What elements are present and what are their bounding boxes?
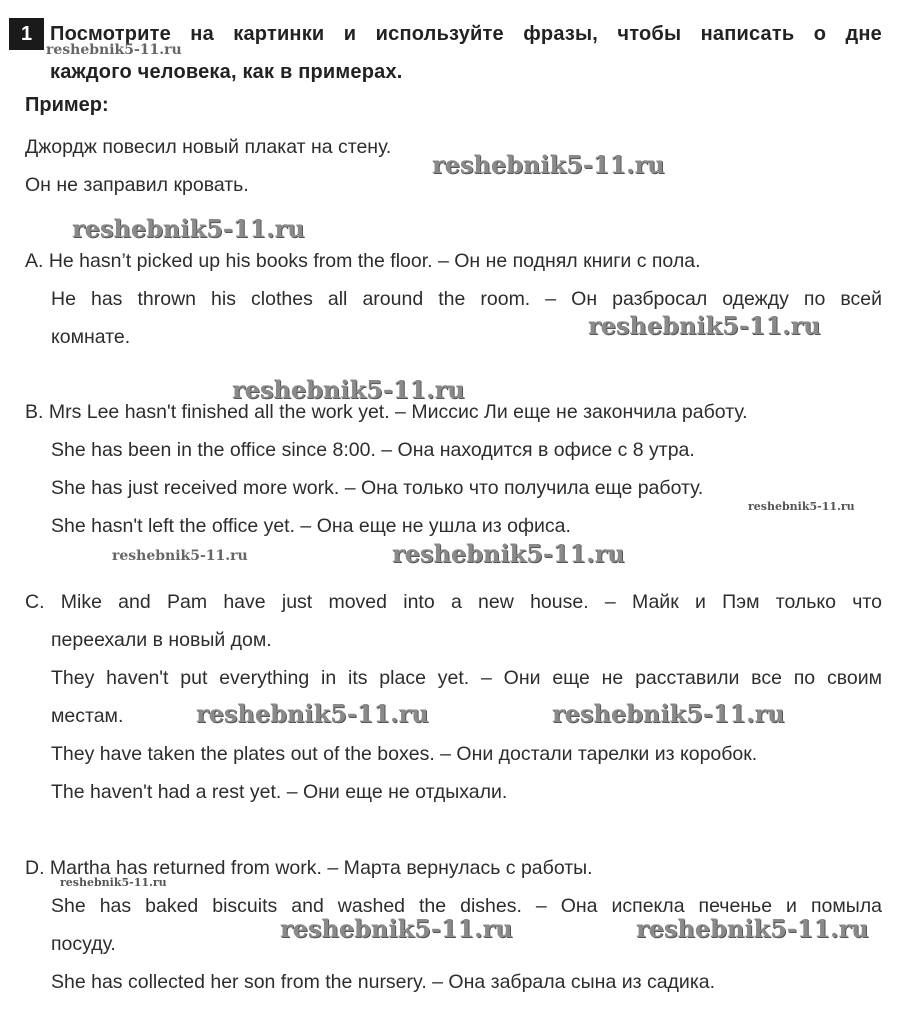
exercise-number: 1 <box>9 18 44 50</box>
section-d-line-2: She has baked biscuits and washed the dishes. – Она испекла печенье и помыла <box>51 895 882 917</box>
section-b-line-4: She hasn't left the office yet. – Она еще не ушла из офиса. <box>51 515 571 537</box>
watermark: reshebnik5-11.ru <box>552 699 785 728</box>
example-label: Пример: <box>25 94 109 116</box>
instruction-line-2: каждого человека, как в примерах. <box>50 61 403 83</box>
section-a-line-2: He has thrown his clothes all around the room. – Он разбросал одежду по всей <box>51 288 882 310</box>
watermark: reshebnik5-11.ru <box>46 42 182 58</box>
section-c-line-6: The haven't had a rest yet. – Они еще не отдыхали. <box>51 781 508 803</box>
watermark: reshebnik5-11.ru <box>280 914 513 943</box>
section-d-line-3: посуду. <box>51 933 116 955</box>
watermark: reshebnik5-11.ru <box>196 699 429 728</box>
section-c-line-3: They haven't put everything in its place yet. – Они еще не расставили все по своим <box>51 667 882 689</box>
section-b-line-3: She has just received more work. – Она только что получила еще работу. <box>51 477 704 499</box>
watermark: reshebnik5-11.ru <box>232 375 465 404</box>
section-c-line-1: C. Mike and Pam have just moved into a new house. – Майк и Пэм только что <box>25 591 882 613</box>
section-c-line-4: местам. <box>51 705 124 727</box>
watermark: reshebnik5-11.ru <box>112 548 248 564</box>
watermark: reshebnik5-11.ru <box>748 500 855 513</box>
watermark: reshebnik5-11.ru <box>72 214 305 243</box>
section-b-line-1: B. Mrs Lee hasn't finished all the work yet. – Миссис Ли еще не закончила работу. <box>25 401 748 423</box>
section-d-line-1: D. Martha has returned from work. – Марта вернулась с работы. <box>25 857 593 879</box>
watermark: reshebnik5-11.ru <box>432 150 665 179</box>
section-a-line-1: A. He hasn’t picked up his books from the floor. – Он не поднял книги с пола. <box>25 250 701 272</box>
watermark: reshebnik5-11.ru <box>636 914 869 943</box>
section-d-line-4: She has collected her son from the nursery. – Она забрала сына из садика. <box>51 971 716 993</box>
example-line-2: Он не заправил кровать. <box>25 174 249 196</box>
watermark: reshebnik5-11.ru <box>588 311 821 340</box>
watermark: reshebnik5-11.ru <box>392 539 625 568</box>
section-a-line-3: комнате. <box>51 326 131 348</box>
instruction-line-1: Посмотрите на картинки и используйте фразы, чтобы написать о дне <box>50 23 882 45</box>
section-c-line-5: They have taken the plates out of the boxes. – Они достали тарелки из коробок. <box>51 743 758 765</box>
section-b-line-2: She has been in the office since 8:00. – Она находится в офисе с 8 утра. <box>51 439 695 461</box>
watermark: reshebnik5-11.ru <box>60 876 167 889</box>
example-line-1: Джордж повесил новый плакат на стену. <box>25 136 392 158</box>
section-c-line-2: переехали в новый дом. <box>51 629 272 651</box>
